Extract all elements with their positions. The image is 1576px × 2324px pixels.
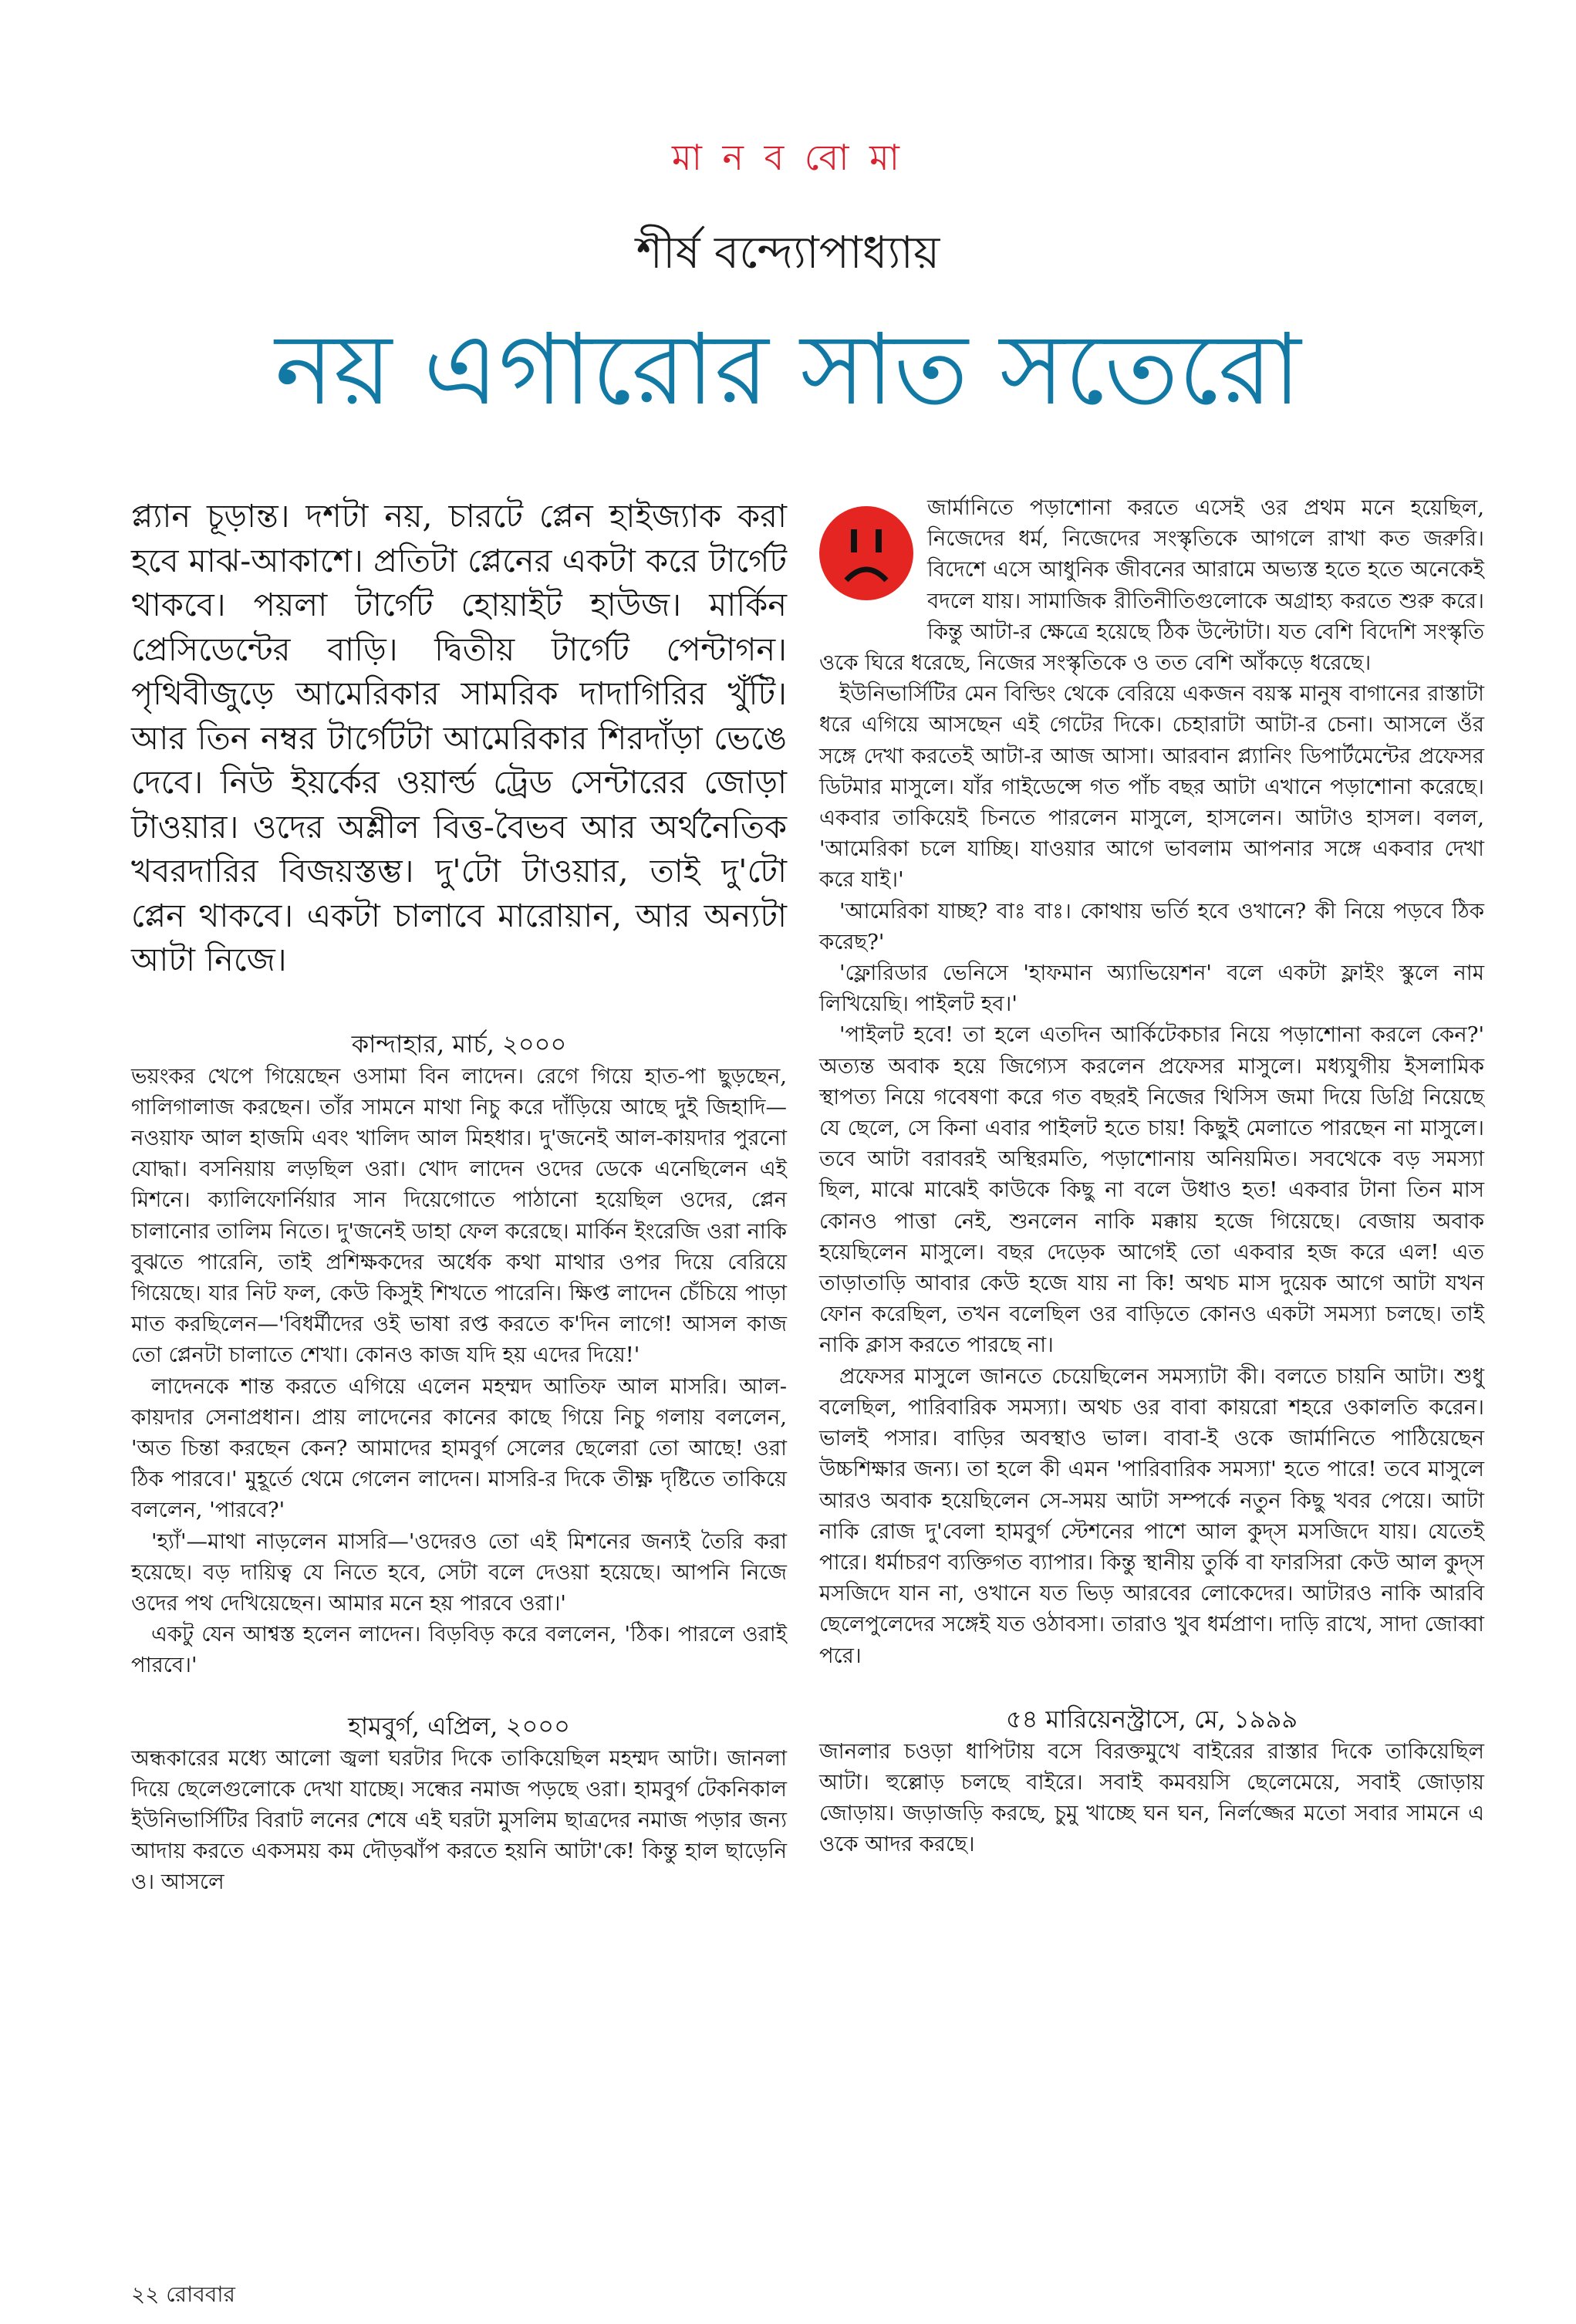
section-kandahar-body [131, 1061, 787, 1681]
story-title: নয় এগারোর সাত সতেরো [275, 312, 1301, 427]
paragraph: 'পাইলট হবে! তা হলে এতদিন আর্কিটেকচার নিয়ে পড়াশোনা করলে কেন?' অত্যন্ত অবাক হয়ে জিগ্যেস করলেন প্রফেসর মাসুলে। মধ্যযুগীয় ইসলামিক স্থাপত্য নিয়ে গবেষণা করে গত বছরই নিজের থিসিস জমা দিয়ে ডিগ্রি নিয়েছে যে ছেলে, সে কিনা এবার পাইলট হতে চায়! কিছুই মেলাতে পারছেন না মাসুলে। তবে আটা বরাবরই অস্থিরমতি, পড়াশোনায় অনিয়মিত। সবথেকে বড় সমস্যা ছিল, মাঝে মাঝেই কাউকে কিছু না বলে উধাও হত! একবার টানা তিন মাস কোনও পাত্তা নেই, শুনলেন নাকি মক্কায় হজে গিয়েছে। বেজায় অবাক হয়েছিলেন মাসুলে। বছর দেড়েক আগেই তো একবার হজ করে এল! এত তাড়াতাড়ি আবার কেউ হজে যায় না কি! অথচ মাস দুয়েক আগে আটা যখন ফোন করেছিল, তখন বলেছিল ওর বাড়িতে কোনও একটা সমস্যা চলছে। তাই নাকি ক্লাস করতে পারছে না। [819, 1022, 1484, 1358]
section-kicker: মা ন ব বো মা [672, 137, 904, 178]
page-footer: ২২ রোববার [131, 2282, 235, 2307]
sad-face-icon [819, 506, 913, 600]
dateline-marienstrasse: ৫৪ মারিয়েনস্ট্রাসে, মে, ১৯৯৯ [1005, 1704, 1298, 1734]
paragraph: প্রফেসর মাসুলে জানতে চেয়েছিলেন সমস্যাটা কী। বলতে চায়নি আটা। শুধু বলেছিল, পারিবারিক সমস্যা। অথচ ওর বাবা কায়রো শহরে ওকালতি করেন। ভালই পসার। বাড়ির অবস্থাও ভাল। বাবা-ই ওকে জার্মানিতে পাঠিয়েছেন উচ্চশিক্ষার জন্য। তা হলে কী এমন 'পারিবারিক সমস্যা' হতে পারে! তবে মাসুলে আরও অবাক হয়েছিলেন সে-সময় আটা সম্পর্কে নতুন কিছু খবর পেয়ে। আটা নাকি রোজ দু'বেলা হামবুর্গ স্টেশনের পাশে আল কুদ্স মসজিদে যায়। যেতেই পারে। ধর্মাচরণ ব্যক্তিগত ব্যাপার। কিন্তু স্থানীয় তুর্কি বা ফারসিরা কেউ আল কুদ্স মসজিদে যান না, ওখানে যত ভিড় আরবের লোকেদের। আটারও নাকি আরবি ছেলেপুলেদের সঙ্গেই যত ওঠাবসা। তারাও খুব ধর্মপ্রাণ। দাড়ি রাখে, সাদা জোব্বা পরে। [819, 1363, 1484, 1668]
paragraph: লাদেনকে শান্ত করতে এগিয়ে এলেন মহম্মদ আতিফ আল মাসরি। আল-কায়দার সেনাপ্রধান। প্রায় লাদেনের কানের কাছে গিয়ে নিচু গলায় বললেন, 'অত চিন্তা করছেন কেন? আমাদের হামবুর্গ সেলের ছেলেরা তো আছে! ওরা ঠিক পারবে।' মুহূর্তে থেমে গেলেন লাদেন। মাসরি-র দিকে তীক্ষ্ণ দৃষ্টিতে তাকিয়ে বললেন, 'পারবে?' [131, 1373, 787, 1523]
lead-paragraph: প্ল্যান চূড়ান্ত। দশটা নয়, চারটে প্লেন হাইজ্যাক করা হবে মাঝ-আকাশে। প্রতিটা প্লেনের একটা করে টার্গেট থাকবে। পয়লা টার্গেট হোয়াইট হাউজ। মার্কিন প্রেসিডেন্টের বাড়ি। দ্বিতীয় টার্গেট পেন্টাগন। পৃথিবীজুড়ে আমেরিকার সামরিক দাদাগিরির খুঁটি। আর তিন নম্বর টার্গেটটা আমেরিকার শিরদাঁড়া ভেঙে দেবে। নিউ ইয়র্কের ওয়ার্ল্ড ট্রেড সেন্টারের জোড়া টাওয়ার। ওদের অশ্লীল বিত্ত-বৈভব আর অর্থনৈতিক খবরদারির বিজয়স্তম্ভ। দু'টো টাওয়ার, তাই দু'টো প্লেন থাকবে। একটা চালাবে মারোয়ান, আর অন্যটা আটা নিজে। [131, 497, 787, 978]
right-body [819, 492, 1484, 1671]
paragraph: 'ফ্লোরিডার ভেনিসে 'হাফমান অ্যাভিয়েশন' বলে একটা ফ্লাইং স্কুলে নাম লিখিয়েছি। পাইলট হব।' [819, 961, 1484, 1017]
paragraph: 'আমেরিকা যাচ্ছ? বাঃ বাঃ। কোথায় ভর্তি হবে ওখানে? কী নিয়ে পড়বে ঠিক করেছ?' [819, 898, 1484, 954]
section-marienstrasse-body [819, 1736, 1484, 1860]
paragraph: একটু যেন আশ্বস্ত হলেন লাদেন। বিড়বিড় করে বললেন, 'ঠিক। পারলে ওরাই পারবে।' [131, 1622, 787, 1678]
paragraph: 'হ্যাঁ'—মাথা নাড়লেন মাসরি—'ওদেরও তো এই মিশনের জন্যই তৈরি করা হয়েছে। বড় দায়িত্ব যে নিতে হবে, সেটা বলে দেওয়া হয়েছে। আপনি নিজে ওদের পথ দেখিয়েছেন। আমার মনে হয় পারবে ওরা।' [131, 1529, 787, 1616]
paragraph: জার্মানিতে পড়াশোনা করতে এসেই ওর প্রথম মনে হয়েছিল, নিজেদের ধর্ম, নিজেদের সংস্কৃতিকে আগলে রাখা কত জরুরি। বিদেশে এসে আধুনিক জীবনের আরামে অভ্যস্ত হতে হতে অনেকেই বদলে যায়। সামাজিক রীতিনীতিগুলোকে অগ্রাহ্য করতে শুরু করে। কিন্তু আটা-র ক্ষেত্রে হয়েছে ঠিক উল্টোটা। যত বেশি বিদেশি সংস্কৃতি ওকে ঘিরে ধরেছে, নিজের সংস্কৃতিকে ও তত বেশি আঁকড়ে ধরেছে। [819, 495, 1484, 676]
sad-face-wrap [819, 506, 927, 640]
paragraph: ভয়ংকর খেপে গিয়েছেন ওসামা বিন লাদেন। রেগে গিয়ে হাত-পা ছুড়ছেন, গালিগালাজ করছেন। তাঁর সামনে মাথা নিচু করে দাঁড়িয়ে আছে দুই জিহাদি—নওয়াফ আল হাজমি এবং খালিদ আল মিহধার। দু'জনেই আল-কায়দার পুরনো যোদ্ধা। বসনিয়ায় লড়ছিল ওরা। খোদ লাদেন ওদের ডেকে এনেছিলেন এই মিশনে। ক্যালিফোর্নিয়ার সান দিয়েগোতে পাঠানো হয়েছিল ওদের, প্লেন চালানোর তালিম নিতে। দু'জনেই ডাহা ফেল করেছে। মার্কিন ইংরেজি ওরা নাকি বুঝতে পারেনি, তাই প্রশিক্ষকদের অর্ধেক কথা মাথার ওপর দিয়ে বেরিয়ে গিয়েছে। যার নিট ফল, কেউ কিসুই শিখতে পারেনি। ক্ষিপ্ত লাদেন চেঁচিয়ে পাড়া মাত করছিলেন—'বিধর্মীদের ওই ভাষা রপ্ত করতে ক'দিন লাগে! আসল কাজ তো প্লেনটা চালাতে শেখা। কোনও কাজ যদি হয় এদের দিয়ে!' [131, 1063, 787, 1368]
paragraph: অন্ধকারের মধ্যে আলো জ্বলা ঘরটার দিকে তাকিয়েছিল মহম্মদ আটা। জানলা দিয়ে ছেলেগুলোকে দেখা যাচ্ছে। সন্ধের নমাজ পড়ছে ওরা। হামবুর্গ টেকনিকাল ইউনিভার্সিটির বিরাট লনের শেষে এই ঘরটা মুসলিম ছাত্রদের নমাজ পড়ার জন্য আদায় করতে একসময় কম দৌড়ঝাঁপ করতে হয়নি আটা'কে! কিন্তু হাল ছাড়েনি ও। আসলে [131, 1745, 787, 1895]
section-hamburg-body [131, 1743, 787, 1898]
dateline-hamburg: হামবুর্গ, এপ্রিল, ২০০০ [348, 1711, 570, 1741]
left-column [131, 494, 787, 1898]
paragraph: ইউনিভার্সিটির মেন বিল্ডিং থেকে বেরিয়ে একজন বয়স্ক মানুষ বাগানের রাস্তাটা ধরে এগিয়ে আসছেন এই গেটের দিকে। চেহারাটা আটা-র চেনা। আসলে ওঁর সঙ্গে দেখা করতেই আটা-র আজ আসা। আরবান প্ল্যানিং ডিপার্টমেন্টের প্রফেসর ডিটমার মাসুলে। যাঁর গাইডেন্সে গত পাঁচ বছর আটা এখানে পড়াশোনা করেছে। একবার তাকিয়েই চিনতে পারলেন মাসুলে, হাসলেন। আটাও হাসল। বলল, 'আমেরিকা চলে যাচ্ছি। যাওয়ার আগে ভাবলাম আপনার সঙ্গে একবার দেখা করে যাই।' [819, 681, 1484, 893]
dateline-kandahar: কান্দাহার, মার্চ, ২০০০ [351, 1029, 567, 1059]
right-column [819, 492, 1484, 1860]
author-byline: শীর্ষ বন্দ্যোপাধ্যায় [636, 226, 940, 279]
paragraph: জানলার চওড়া ধাপিটায় বসে বিরক্তমুখে বাইরের রাস্তার দিকে তাকিয়েছিল আটা। হুল্লোড় চলছে বাইরে। সবাই কমবয়সি ছেলেমেয়ে, সবাই জোড়ায় জোড়ায়। জড়াজড়ি করছে, চুমু খাচ্ছে ঘন ঘন, নির্লজ্জের মতো সবার সামনে এ ওকে আদর করছে। [819, 1738, 1484, 1857]
